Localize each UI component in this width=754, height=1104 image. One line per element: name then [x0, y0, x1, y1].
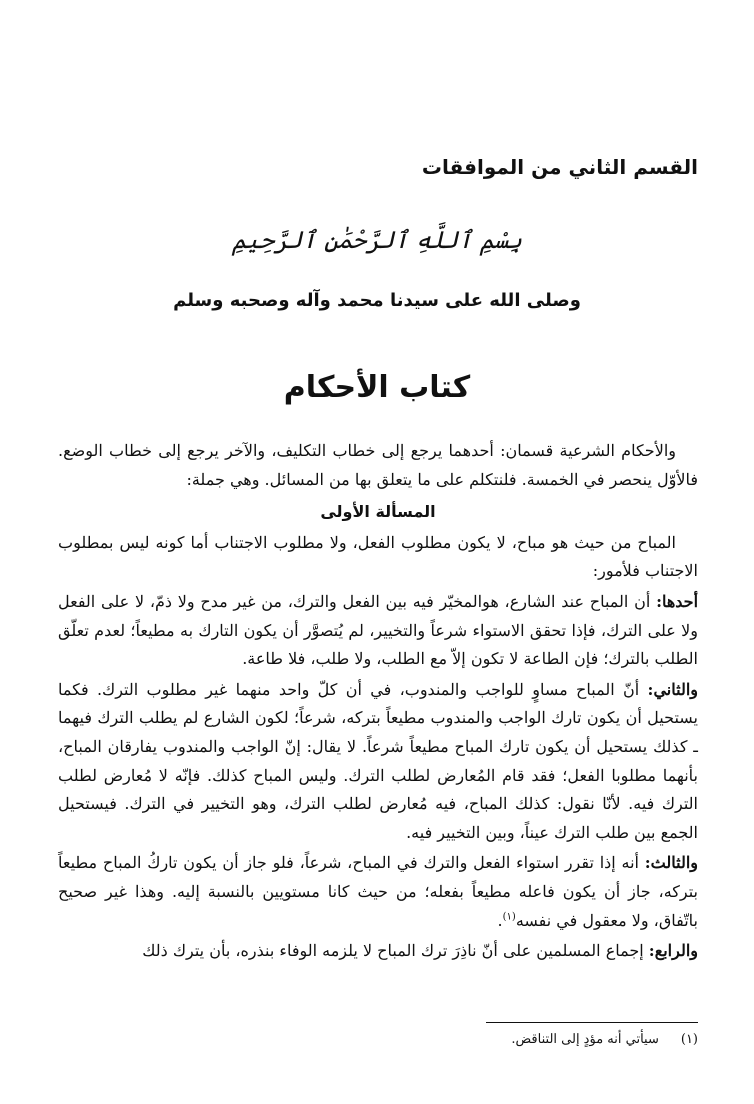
part-title: القسم الثاني من الموافقات: [421, 155, 698, 179]
footnote-marker[interactable]: (١): [502, 911, 516, 923]
intro-paragraph: والأحكام الشرعية قسمان: أحدهما يرجع إلى خطاب التكليف، والآخر يرجع إلى خطاب الوضع. فالأوّل ينحصر في الخمسة. فلنتكلم على ما يتعلق بها من المسائل. وهي جملة:: [58, 441, 698, 489]
body-text: [58, 437, 698, 968]
point-paragraph-2: [58, 676, 698, 848]
footnote-divider: [486, 1022, 698, 1023]
book-title: كتاب الأحكام: [283, 370, 471, 405]
issue-intro-paragraph: المباح من حيث هو مباح، لا يكون مطلوب الفعل، ولا مطلوب الاجتناب أما كونه ليس بمطلوب الاجتناب فلأمور:: [58, 532, 698, 581]
point-text: أنه إذا تقرر استواء الفعل والترك في المباح، شرعاً، فلو جاز أن يكون تاركُ المباح مطيعاً بتركه، جاز أن يكون فاعله مطيعاً بفعله؛ من حيث كانا مستويين بالنسبة إليه. وهذا غير صحيح باتّفاق، ولا معقول في نفسه: [58, 853, 698, 930]
point-lead: والثاني:: [647, 679, 698, 699]
point-lead: والثالث:: [644, 853, 698, 873]
point-lead: أحدها:: [656, 591, 699, 611]
salutation: وصلى الله على سيدنا محمد وآله وصحبه وسلم: [173, 290, 581, 311]
footnote-number: (١): [680, 1032, 698, 1047]
footnote-text: سيأتي أنه مؤدٍ إلى التناقض.: [511, 1032, 659, 1047]
point-tail: .: [497, 910, 503, 930]
point-paragraph-3: [58, 849, 698, 935]
basmala: بِسْمِ ٱللَّهِ ٱلرَّحْمَٰنِ ٱلرَّحِيمِ: [231, 226, 523, 254]
point-paragraph-1: [58, 588, 698, 674]
point-lead: والرابع:: [648, 941, 698, 961]
footnote: [511, 1032, 698, 1047]
point-text: أنّ المباح مساوٍ للواجب والمندوب، في أن كلّ واحد منهما غير مطلوب الترك. فكما يستحيل أن يكون تارك الواجب والمندوب مطيعاً بتركه، شرعاً؛ لكون الشارع لم يطلب الترك فيهما ـ كذلك يستحيل أن يكون تارك المباح مطيعاً شرعاً. لا يقال: إنّ الواجب والمندوب يفارقان المباح، بأنهما مطلوبا الفعل؛ فقد قام المُعارض لطلب الترك. وليس المباح كذلك. فإنّه لا مُعارض لطلب الترك فيه. لأنّا نقول: كذلك المباح، فيه مُعارض لطلب الترك، وهو التخيير في الترك. فيستحيل الجمع بين طلب الترك عيناً، وبين التخيير فيه.: [58, 679, 698, 842]
issue-heading: المسألة الأولى: [320, 502, 436, 522]
point-text: إجماع المسلمين على أنّ ناذِرَ ترك المباح لا يلزمه الوفاء بنذره، بأن يترك ذلك: [142, 941, 649, 961]
point-paragraph-4: [58, 937, 698, 966]
point-text: أن المباح عند الشارع، هوالمخيّر فيه بين الفعل والترك، من غير مدح ولا ذمّ، لا على الفعل ولا على الترك، فإذا تحقق الاستواء شرعاً والتخيير، لم يُتصوَّر أن يكون التارك به مطيعاً؛ لعدم تعلّق الطلب بالترك؛ فإن الطاعة لا تكون إلاّ مع الطلب، ولا طلب، فلا طاعة.: [58, 591, 698, 669]
